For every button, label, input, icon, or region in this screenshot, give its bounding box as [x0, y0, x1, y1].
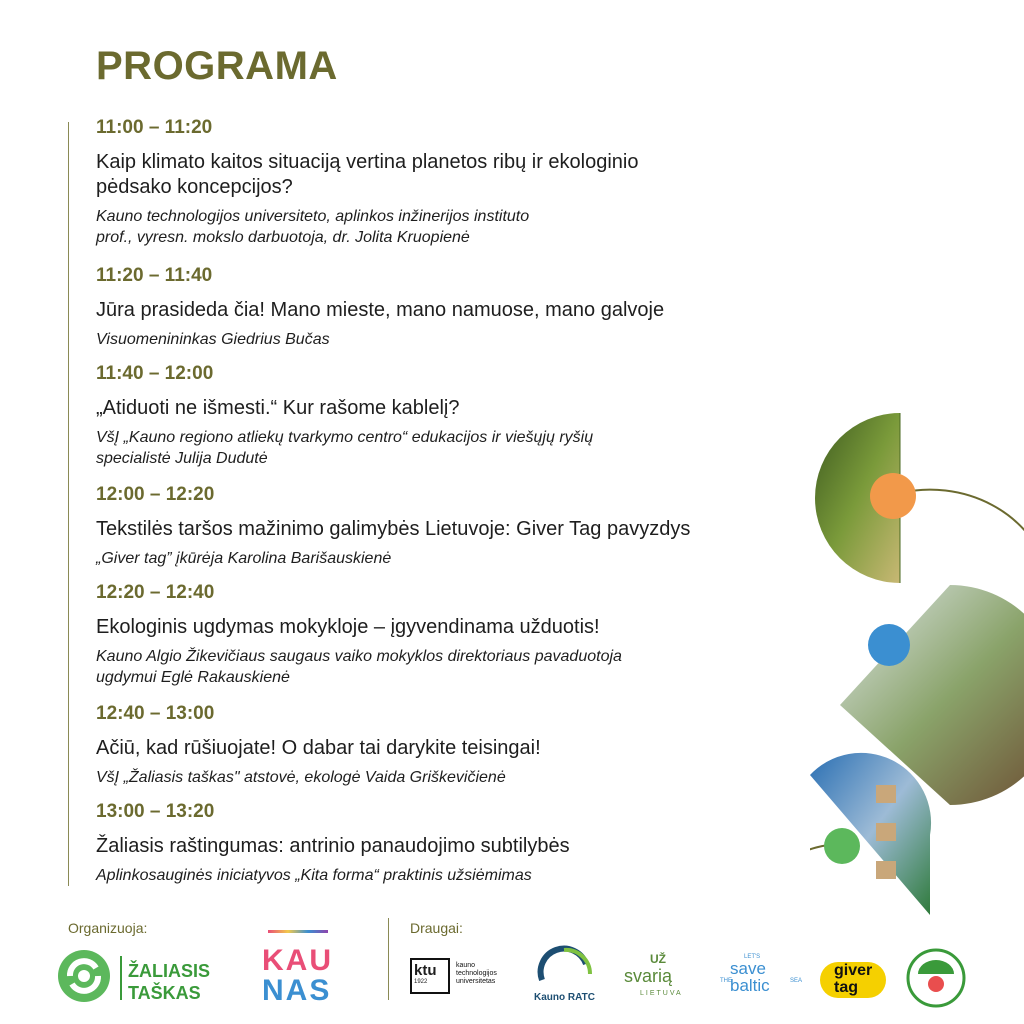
zaliasis-taskas-logo [56, 948, 112, 1004]
slot-speaker: Visuomenininkas Giedrius Bučas [96, 331, 330, 348]
kaunas-logo: KAU NAS [262, 944, 333, 1007]
slot-speaker: Kauno Algio Žikevičiaus saugaus vaiko mokyklos direktoriaus pavaduotoja ugdymui Eglė Rakauskienė [96, 648, 622, 686]
slot-speaker: VšĮ „Kauno regiono atliekų tvarkymo centro“ edukacijos ir viešųjų ryšių specialistė Julija Dudutė [96, 429, 594, 467]
slot-speaker: Aplinkosauginės iniciatyvos „Kita forma“ praktinis užsiėmimas [96, 867, 532, 884]
slot-speaker: VšĮ „Žaliasis taškas" atstovė, ekologė Vaida Griškevičienė [96, 769, 506, 786]
uz-svaria-logo: svarią [624, 966, 673, 986]
slot-topic: „Atiduoti ne išmesti.“ Kur rašome kablelį? [96, 397, 460, 419]
slot-topic: Ačiū, kad rūšiuojate! O dabar tai darykite teisingai! [96, 737, 541, 759]
slot-topic: Tekstilės taršos mažinimo galimybės Lietuvoje: Giver Tag pavyzdys [96, 518, 691, 540]
timeline-line [68, 122, 69, 886]
page-title: PROGRAMA [96, 44, 338, 88]
slot-time: 11:40 – 12:00 [96, 363, 214, 384]
slot-time: 12:00 – 12:20 [96, 484, 215, 505]
slot-time: 11:20 – 11:40 [96, 265, 213, 286]
slot-topic: Jūra prasideda čia! Mano mieste, mano namuose, mano galvoje [96, 299, 665, 321]
slot-time: 11:00 – 11:20 [96, 117, 213, 138]
slot-speaker: Kauno technologijos universiteto, aplinkos inžinerijos instituto prof., vyresn. mokslo darbuotoja, dr. Jolita Kruopienė [96, 208, 530, 246]
program-item [96, 116, 639, 248]
organizers-label: Organizuoja: [68, 920, 148, 936]
program-item [96, 483, 690, 569]
slot-topic: Žaliasis raštingumas: antrinio panaudojimo subtilybės [96, 835, 570, 857]
school-emblem-logo [906, 948, 966, 1008]
slot-time: 12:40 – 13:00 [96, 703, 215, 724]
program-item [96, 702, 541, 788]
slot-time: 12:20 – 12:40 [96, 582, 215, 603]
program-item [96, 581, 622, 688]
slot-time: 13:00 – 13:20 [96, 801, 215, 822]
giver-tag-logo: giver tag [834, 962, 873, 996]
footer-divider [388, 918, 389, 1000]
program-item [96, 800, 570, 886]
blue-dot [868, 624, 910, 666]
save-the-baltic-logo: save baltic [730, 959, 770, 995]
friends-label: Draugai: [410, 920, 463, 936]
zaliasis-taskas-text: ŽALIASIS TAŠKAS [128, 961, 211, 1003]
orange-dot [870, 473, 916, 519]
slot-topic: Kaip klimato kaitos situaciją vertina planetos ribų ir ekologinio pėdsako koncepcijos? [96, 151, 639, 198]
ktu-logo: ktu 1922 [410, 958, 450, 994]
program-item [96, 362, 593, 469]
slot-topic: Ekologinis ugdymas mokykloje – įgyvendinama užduotis! [96, 616, 600, 638]
green-dot [824, 828, 860, 864]
slot-speaker: „Giver tag” įkūrėja Karolina Barišauskienė [96, 550, 392, 567]
kauno-ratc-logo [534, 944, 594, 988]
program-item [96, 264, 664, 350]
